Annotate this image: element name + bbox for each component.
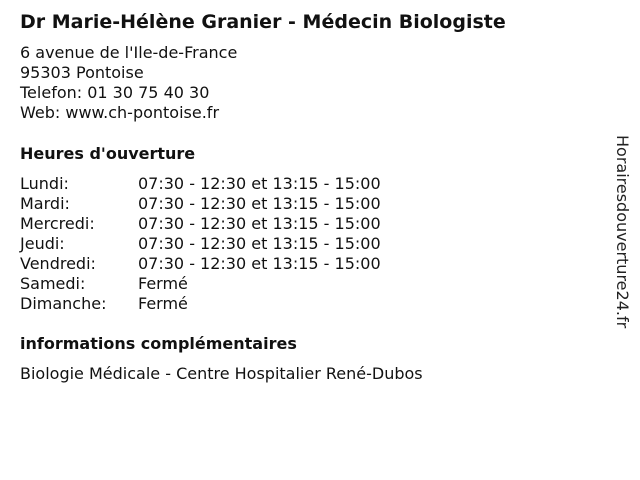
hours-row-sunday — [20, 294, 381, 314]
website-link[interactable]: Web: www.ch-pontoise.fr — [20, 103, 220, 122]
hours-time: 07:30 - 12:30 et 13:15 - 15:00 — [138, 214, 381, 233]
opening-hours-table — [20, 174, 381, 314]
hours-row-thursday — [20, 234, 381, 254]
hours-day: Vendredi: — [20, 254, 96, 273]
contact-block — [20, 43, 237, 123]
page-title: Dr Marie-Hélène Granier - Médecin Biologiste — [20, 11, 506, 33]
opening-hours-heading: Heures d'ouverture — [20, 144, 196, 163]
address-street: 6 avenue de l'Ile-de-France — [20, 43, 238, 62]
hours-day: Mercredi: — [20, 214, 95, 233]
hours-day: Samedi: — [20, 274, 86, 293]
hours-time: 07:30 - 12:30 et 13:15 - 15:00 — [138, 174, 381, 193]
hours-time: Fermé — [138, 274, 188, 293]
hours-day: Jeudi: — [20, 234, 65, 253]
site-watermark: Horairesdouverture24.fr — [613, 135, 632, 329]
hours-row-monday — [20, 174, 381, 194]
hours-row-wednesday — [20, 214, 381, 234]
hours-row-friday — [20, 254, 381, 274]
additional-info-heading: informations complémentaires — [20, 334, 297, 353]
hours-row-saturday — [20, 274, 381, 294]
phone-number[interactable]: Telefon: 01 30 75 40 30 — [20, 83, 210, 102]
hours-day: Lundi: — [20, 174, 69, 193]
hours-day: Mardi: — [20, 194, 70, 213]
hours-time: 07:30 - 12:30 et 13:15 - 15:00 — [138, 234, 381, 253]
hours-day: Dimanche: — [20, 294, 107, 313]
additional-info-text: Biologie Médicale - Centre Hospitalier René-Dubos — [20, 364, 423, 383]
hours-time: 07:30 - 12:30 et 13:15 - 15:00 — [138, 254, 381, 273]
hours-time: Fermé — [138, 294, 188, 313]
hours-time: 07:30 - 12:30 et 13:15 - 15:00 — [138, 194, 381, 213]
address-city: 95303 Pontoise — [20, 63, 144, 82]
hours-row-tuesday — [20, 194, 381, 214]
